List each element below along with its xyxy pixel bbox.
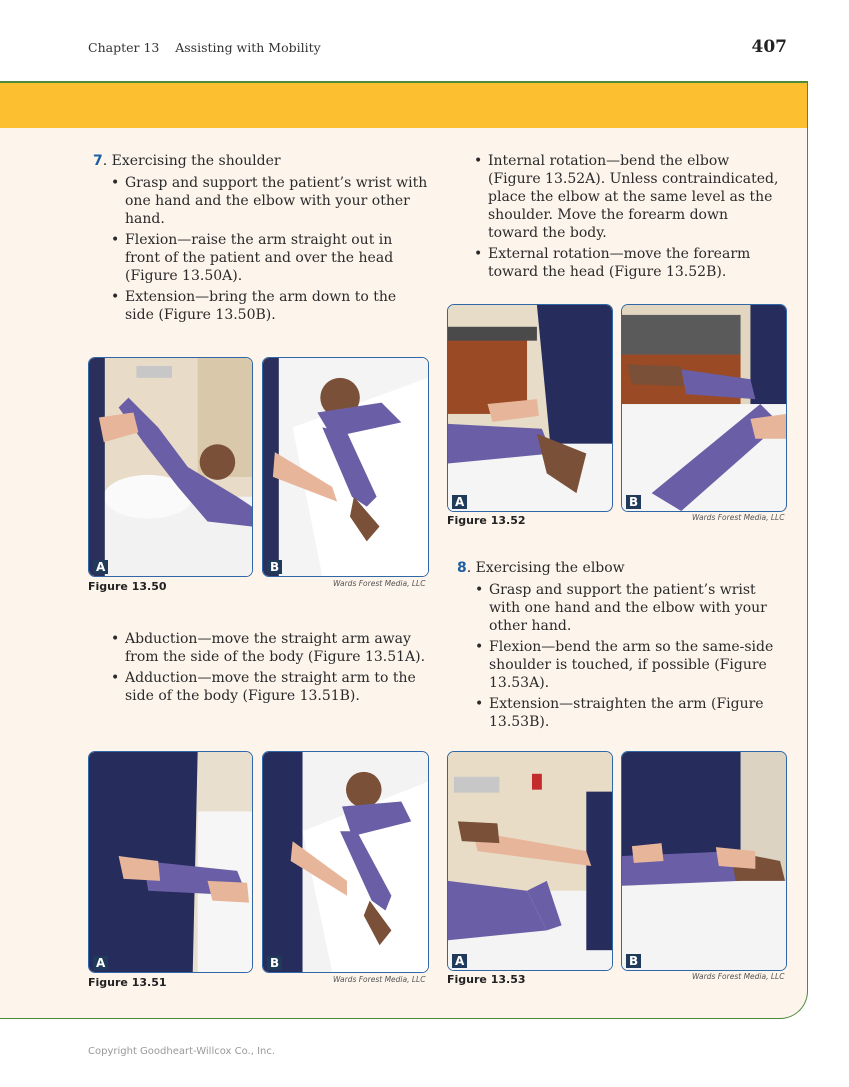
figure-13-51-label-b: B [267,956,282,970]
list-item: • Extension—straighten the arm (Figure 13.53B). [475,696,764,730]
step-8-bullets [457,581,787,731]
step-8-title: . Exercising the elbow [466,560,625,576]
figure-13-51a-photo [88,751,253,973]
figure-13-52-label-b: B [626,495,641,509]
figure-13-50-credit: Wards Forest Media, LLC [333,579,426,588]
figure-13-50b-photo [262,357,429,577]
accent-band [0,83,807,128]
step-7-bullets [93,174,428,324]
list-item: • Flexion—bend the arm so the same-side shoulder is touched, if possible (Figure 13.53A). [475,639,774,691]
figure-13-50-caption: Figure 13.50 [88,580,167,593]
list-item: • Grasp and support the patient’s wrist with one hand and the elbow with your other hand. [475,582,767,634]
step-7-title: . Exercising the shoulder [102,153,281,169]
abduction-block [109,626,429,708]
figure-13-53-label-b: B [626,954,641,968]
figure-13-51-credit: Wards Forest Media, LLC [333,975,426,984]
abduction-bullets [109,630,429,705]
figure-13-53-label-a: A [452,954,467,968]
list-item: • Extension—bring the arm down to the side (Figure 13.50B). [111,289,397,323]
list-item: • Flexion—raise the arm straight out in front of the patient and over the head (Figure 13.50A). [111,232,394,284]
step-8-block [457,559,787,734]
figure-13-50-label-b: B [267,560,282,574]
figure-13-50a-photo [88,357,253,577]
chapter-title: Chapter 13 Assisting with Mobility [88,40,321,55]
list-item: • External rotation—move the forearm toward the head (Figure 13.52B). [474,246,751,280]
page-number: 407 [751,37,787,57]
figure-13-52b-photo [621,304,787,512]
list-item: • Abduction—move the straight arm away from the side of the body (Figure 13.51A). [111,631,426,665]
step-8-heading [457,559,787,577]
figure-13-53b-photo [621,751,787,971]
list-item: • Grasp and support the patient’s wrist with one hand and the elbow with your other hand. [111,175,428,227]
figure-13-51-label-a: A [93,956,108,970]
copyright-footer: Copyright Goodheart-Willcox Co., Inc. [88,1046,276,1057]
figure-13-53a-photo [447,751,613,971]
figure-13-52-label-a: A [452,495,467,509]
list-item: • Internal rotation—bend the elbow (Figure 13.52A). Unless contraindicated, place the elbow at the same level as the shoulder. Move the forearm down toward the body. [474,153,779,241]
figure-13-53-caption: Figure 13.53 [447,973,526,986]
page-header [88,37,787,60]
figure-13-50-label-a: A [93,560,108,574]
figure-13-51-caption: Figure 13.51 [88,976,167,989]
figure-13-51b-photo [262,751,429,973]
step-7-number: 7 [93,153,103,169]
figure-13-52-credit: Wards Forest Media, LLC [692,513,785,522]
step-7-block [93,152,428,327]
rotation-bullets [472,152,782,281]
figure-13-53-credit: Wards Forest Media, LLC [692,972,785,981]
step-7-heading [93,152,428,170]
step-8-number: 8 [457,560,467,576]
figure-13-52a-photo [447,304,613,512]
list-item: • Adduction—move the straight arm to the side of the body (Figure 13.51B). [111,670,416,704]
rotation-block [472,152,782,284]
figure-13-52-caption: Figure 13.52 [447,514,526,527]
